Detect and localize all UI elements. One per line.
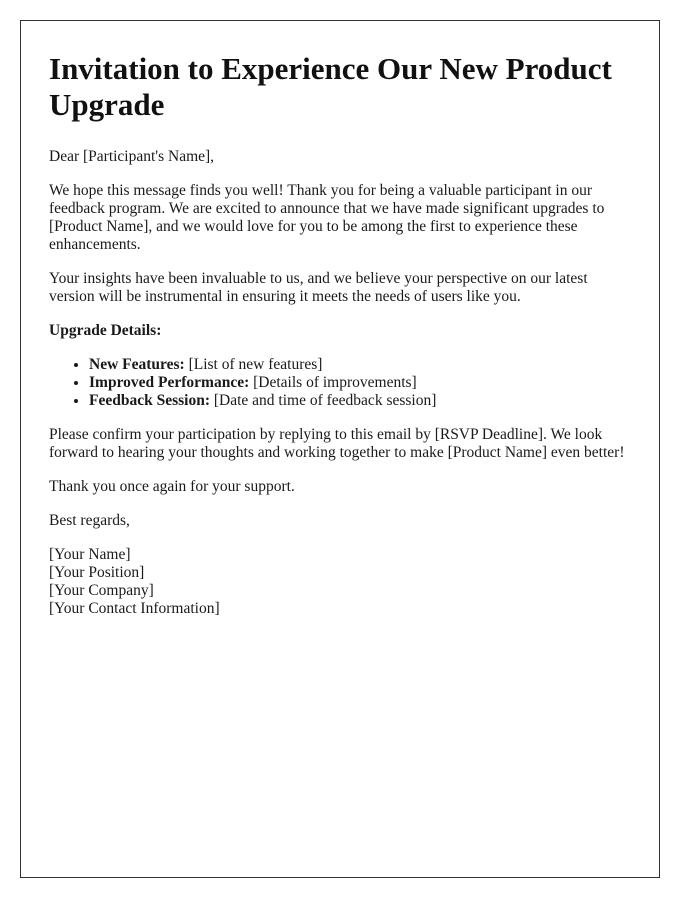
detail-item-new-features — [89, 356, 631, 374]
upgrade-details-heading: Upgrade Details: — [49, 322, 162, 339]
signature-company: [Your Company] — [49, 582, 154, 599]
detail-label: New Features: — [89, 356, 185, 373]
thanks-paragraph: Thank you once again for your support. — [49, 478, 295, 495]
detail-value: [Date and time of feedback session] — [210, 392, 437, 409]
signature-position: [Your Position] — [49, 564, 145, 581]
intro-paragraph: We hope this message finds you well! Thank you for being a valuable participant in our feedback program. We are excited to announce that we have made significant upgrades to [Product Name], and we would love for you to be among the first to experience these enhancements. — [49, 182, 605, 253]
detail-label: Improved Performance: — [89, 374, 250, 391]
rsvp-paragraph: Please confirm your participation by replying to this email by [RSVP Deadline]. We look forward to hearing your thoughts and working together to make [Product Name] even better! — [49, 426, 625, 461]
detail-item-improved-performance — [89, 374, 631, 392]
detail-item-feedback-session — [89, 392, 631, 410]
detail-label: Feedback Session: — [89, 392, 210, 409]
letter-title: Invitation to Experience Our New Product Upgrade — [49, 51, 612, 122]
upgrade-details-list — [49, 356, 631, 410]
letter-container — [20, 20, 660, 878]
signature-contact: [Your Contact Information] — [49, 600, 220, 617]
signature-name: [Your Name] — [49, 546, 131, 563]
detail-value: [Details of improvements] — [249, 374, 417, 391]
insights-paragraph: Your insights have been invaluable to us, and we believe your perspective on our latest version will be instrumental in ensuring it meets the needs of users like you. — [49, 270, 588, 305]
greeting: Dear [Participant's Name], — [49, 148, 215, 165]
detail-value: [List of new features] — [184, 356, 323, 373]
closing: Best regards, — [49, 512, 130, 529]
signature-block — [49, 546, 631, 618]
